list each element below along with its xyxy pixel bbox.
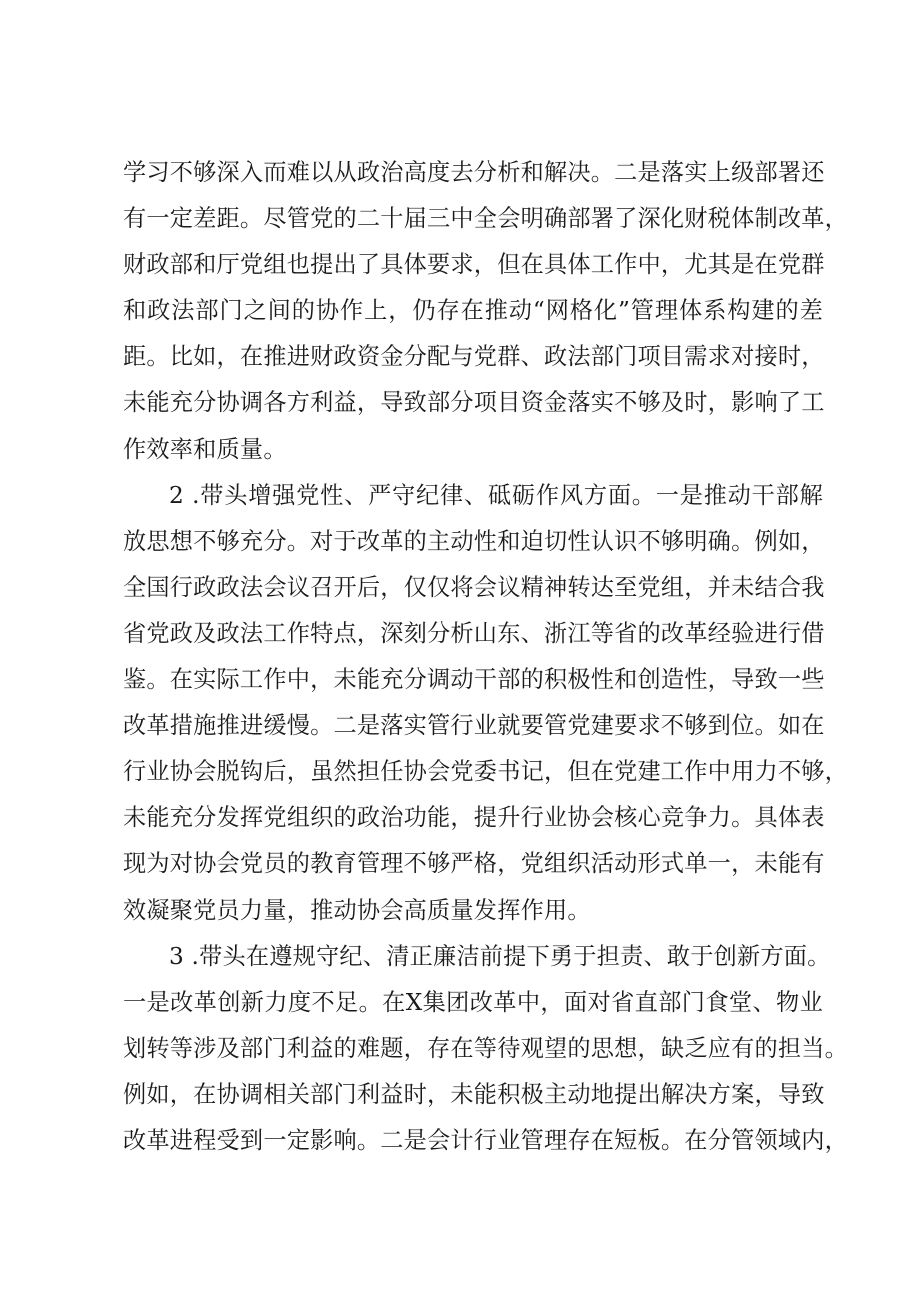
document-body [123,150,849,1164]
text-line: 改革措施推进缓慢。二是落实管行业就要管党建要求不够到位。如在 [123,712,825,740]
text-line: 改革进程受到一定影响。二是会计行业管理存在短板。在分管领域内， [123,1126,849,1154]
text-line: 效凝聚党员力量，推动协会高质量发挥作用。 [123,896,591,924]
paragraph-2 [123,473,849,934]
text-line: 全国行政政法会议召开后，仅仅将会议精神转达至党组，并未结合我 [123,573,825,601]
text-line: 一是改革创新力度不足。在X集团改革中，面对省直部门食堂、物业 [123,988,823,1016]
text-line: 行业协会脱钩后，虽然担任协会党委书记，但在党建工作中用力不够， [123,758,849,786]
text-line: 未能充分协调各方利益，导致部分项目资金落实不够及时，影响了工 [123,389,825,417]
text-line: 例如，在协调相关部门利益时，未能积极主动地提出解决方案，导致 [123,1080,825,1108]
text-line: 2 .带头增强党性、严守纪律、砥砺作风方面。一是推动干部解 [169,481,823,509]
text-line: 放思想不够充分。对于改革的主动性和迫切性认识不够明确。例如， [123,527,825,555]
text-line: 现为对协会党员的教育管理不够严格，党组织活动形式单一，未能有 [123,850,825,878]
text-line: 财政部和厅党组也提出了具体要求，但在具体工作中，尤其是在党群 [123,251,825,279]
text-line: 未能充分发挥党组织的政治功能，提升行业协会核心竞争力。具体表 [123,804,825,832]
text-line: 划转等涉及部门利益的难题，存在等待观望的思想，缺乏应有的担当。 [123,1034,849,1062]
text-line: 学习不够深入而难以从政治高度去分析和解决。二是落实上级部署还 [123,159,825,186]
paragraph-1 [123,150,849,473]
text-line: 作效率和质量。 [123,435,287,463]
text-line: 和政法部门之间的协作上，仍存在推动“网格化”管理体系构建的差 [123,297,823,325]
text-line: 距。比如，在推进财政资金分配与党群、政法部门项目需求对接时， [123,343,825,371]
text-line: 3 .带头在遵规守纪、清正廉洁前提下勇于担责、敢于创新方面。 [169,942,831,970]
paragraph-3 [123,934,849,1164]
text-line: 有一定差距。尽管党的二十届三中全会明确部署了深化财税体制改革， [123,205,849,233]
text-line: 鉴。在实际工作中，未能充分调动干部的积极性和创造性，导致一些 [123,666,825,694]
text-line: 省党政及政法工作特点，深刻分析山东、浙江等省的改革经验进行借 [123,619,825,647]
